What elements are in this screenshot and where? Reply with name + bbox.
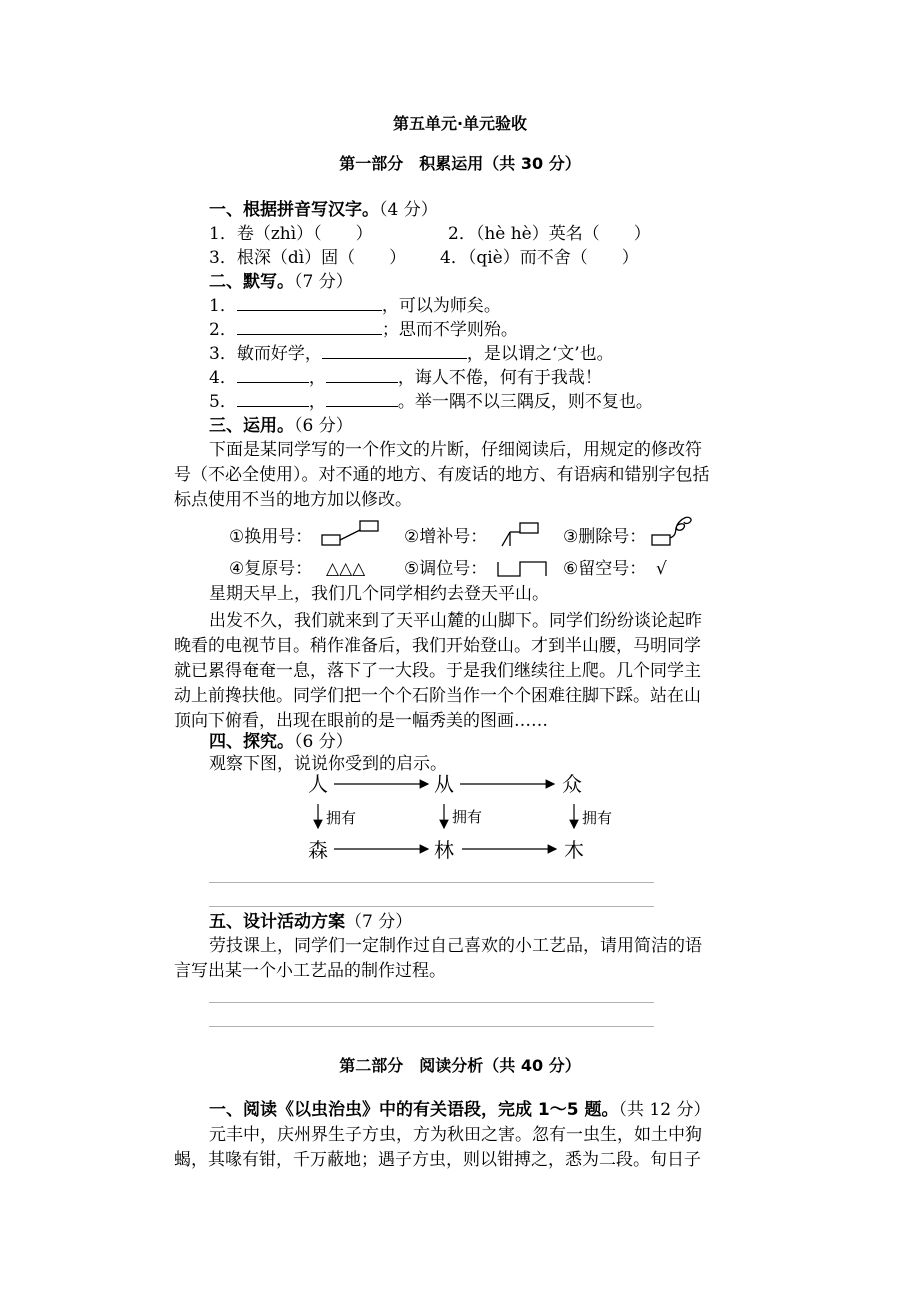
section3-instruction-3: 标点使用不当的地方加以修改。	[174, 490, 412, 510]
passage-line-5: 动上前搀扶他。同学们把一个个石阶当作一个个困难往脚下踩。站在山	[174, 686, 701, 706]
delete-mark-icon	[650, 508, 694, 548]
section3-instruction-1: 下面是某同学写的一个作文的片断，仔细阅读后，用规定的修改符	[209, 440, 702, 460]
diagram-bottom-3: 木	[564, 838, 584, 862]
dictation-comma-4: ，	[308, 368, 326, 388]
section5-title: 五、设计活动方案	[209, 912, 345, 932]
passage-line-6: 顶向下俯看，出现在眼前的是一幅秀美的图画……	[174, 711, 548, 731]
dictation-text-4: ，诲人不倦，何有于我哉！	[397, 368, 602, 388]
section5-score: （7 分）	[345, 912, 413, 932]
section4-heading	[209, 730, 353, 754]
pinyin-item-2: 2．（hè hè）英名（ ）	[448, 224, 651, 244]
dictation-line-5	[209, 390, 653, 414]
space-mark-icon: √	[656, 559, 667, 579]
section4-title: 四、探究。	[209, 732, 294, 752]
part2-header: 第二部分 阅读分析（共 40 分）	[339, 1056, 581, 1075]
dictation-blank-1[interactable]	[237, 294, 382, 311]
diagram-label-2: 拥有	[452, 808, 483, 826]
dictation-num-4: 4．	[209, 368, 237, 388]
mark-restore-label: ④复原号：	[229, 559, 313, 579]
dictation-line-1	[209, 294, 501, 318]
mark-replace-label: ①换用号：	[229, 527, 313, 547]
diagram-top-3: 众	[562, 772, 582, 796]
section3-instruction-2: 号（不必全使用）。对不通的地方、有废话的地方、有语病和错别字包括	[174, 465, 710, 485]
passage-line-2: 出发不久，我们就来到了天平山麓的山脚下。同学们纷纷谈论起昨	[209, 611, 702, 631]
section5-heading	[209, 910, 412, 934]
pinyin-row-1	[209, 222, 373, 246]
section4-prompt: 观察下图，说说你受到的启示。	[209, 754, 447, 774]
dictation-num-1: 1．	[209, 296, 237, 316]
restore-mark-icon: △△△	[326, 559, 366, 579]
section2-title: 二、默写。	[209, 272, 294, 292]
insert-mark-icon	[496, 518, 542, 548]
dictation-text-3a: 3．敏而好学，	[209, 344, 322, 364]
pinyin-item-4: 4．（qiè）而不舍（ ）	[440, 248, 639, 268]
dictation-blank-5b[interactable]	[326, 390, 398, 407]
dictation-blank-4b[interactable]	[326, 366, 398, 383]
section2-score: （7 分）	[294, 272, 353, 292]
section1-title: 一、根据拼音写汉字。	[209, 200, 379, 220]
reading1-line-2: 蝎，其喙有钳，千万蔽地；遇子方虫，则以钳搏之，悉为二段。旬日子	[174, 1150, 701, 1170]
section3-score: （6 分）	[294, 416, 353, 436]
replace-mark-icon	[320, 518, 382, 548]
pinyin-item-1: 1．卷（zhì）（ ）	[209, 224, 373, 244]
transpose-mark-icon	[496, 558, 550, 580]
dictation-comma-5: ，	[308, 392, 326, 412]
mark-space-label: ⑥留空号：	[563, 559, 647, 579]
dictation-num-5: 5．	[209, 392, 237, 412]
dictation-line-4	[209, 366, 602, 390]
section5-line-1: 劳技课上，同学们一定制作过自己喜欢的小工艺品，请用简洁的语	[209, 936, 702, 956]
answer-line-5b[interactable]	[209, 1026, 654, 1027]
dictation-text-3b: ，是以谓之‘文’也。	[466, 344, 614, 364]
answer-line-4b[interactable]	[209, 906, 654, 907]
dictation-blank-3[interactable]	[322, 342, 467, 359]
mark-delete-label: ③删除号：	[563, 527, 647, 547]
section4-score: （6 分）	[294, 732, 353, 752]
diagram-bottom-2: 林	[434, 838, 454, 862]
answer-line-4a[interactable]	[209, 882, 654, 883]
reading1-title: 一、阅读《以虫治虫》中的有关语段，完成 1～5 题。	[209, 1100, 619, 1120]
section5-line-2: 言写出某一个小工艺品的制作过程。	[174, 961, 446, 981]
reading1-score: （共 12 分）	[618, 1100, 711, 1120]
dictation-text-2: ；思而不学则殆。	[381, 320, 518, 340]
section3-heading	[209, 414, 353, 438]
character-diagram	[300, 768, 640, 868]
dictation-line-3	[209, 342, 614, 366]
passage-line-4: 就已累得奄奄一息，落下了一大段。于是我们继续往上爬。几个同学主	[174, 661, 701, 681]
section1-heading	[209, 198, 438, 222]
diagram-bottom-1: 森	[308, 838, 328, 862]
section1-score: （4 分）	[379, 200, 438, 220]
answer-line-5a[interactable]	[209, 1002, 654, 1003]
reading1-heading	[209, 1098, 710, 1122]
section3-title: 三、运用。	[209, 416, 294, 436]
diagram-label-1: 拥有	[326, 809, 357, 827]
dictation-blank-4a[interactable]	[237, 366, 309, 383]
dictation-num-2: 2．	[209, 320, 237, 340]
mark-insert-label: ②增补号：	[404, 527, 488, 547]
dictation-blank-2[interactable]	[237, 318, 382, 335]
diagram-top-2: 从	[434, 772, 454, 796]
dictation-blank-5a[interactable]	[237, 390, 309, 407]
mark-transpose-label: ⑤调位号：	[404, 559, 488, 579]
section2-heading	[209, 270, 353, 294]
passage-line-3: 晚看的电视节目。稍作准备后，我们开始登山。才到半山腰，马明同学	[174, 636, 701, 656]
pinyin-item-3: 3．根深（dì）固（ ）	[209, 248, 407, 268]
dictation-text-5: 。举一隅不以三隅反，则不复也。	[397, 392, 653, 412]
reading1-line-1: 元丰中，庆州界生子方虫，方为秋田之害。忽有一虫生，如土中狗	[209, 1125, 702, 1145]
diagram-label-3: 拥有	[582, 809, 613, 827]
diagram-top-1: 人	[308, 772, 328, 796]
part1-header: 第一部分 积累运用（共 30 分）	[339, 154, 581, 173]
document-title: 第五单元·单元验收	[392, 114, 528, 133]
dictation-line-2	[209, 318, 518, 342]
dictation-text-1: ，可以为师矣。	[381, 296, 501, 316]
passage-line-1: 星期天早上，我们几个同学相约去登天平山。	[209, 584, 549, 604]
